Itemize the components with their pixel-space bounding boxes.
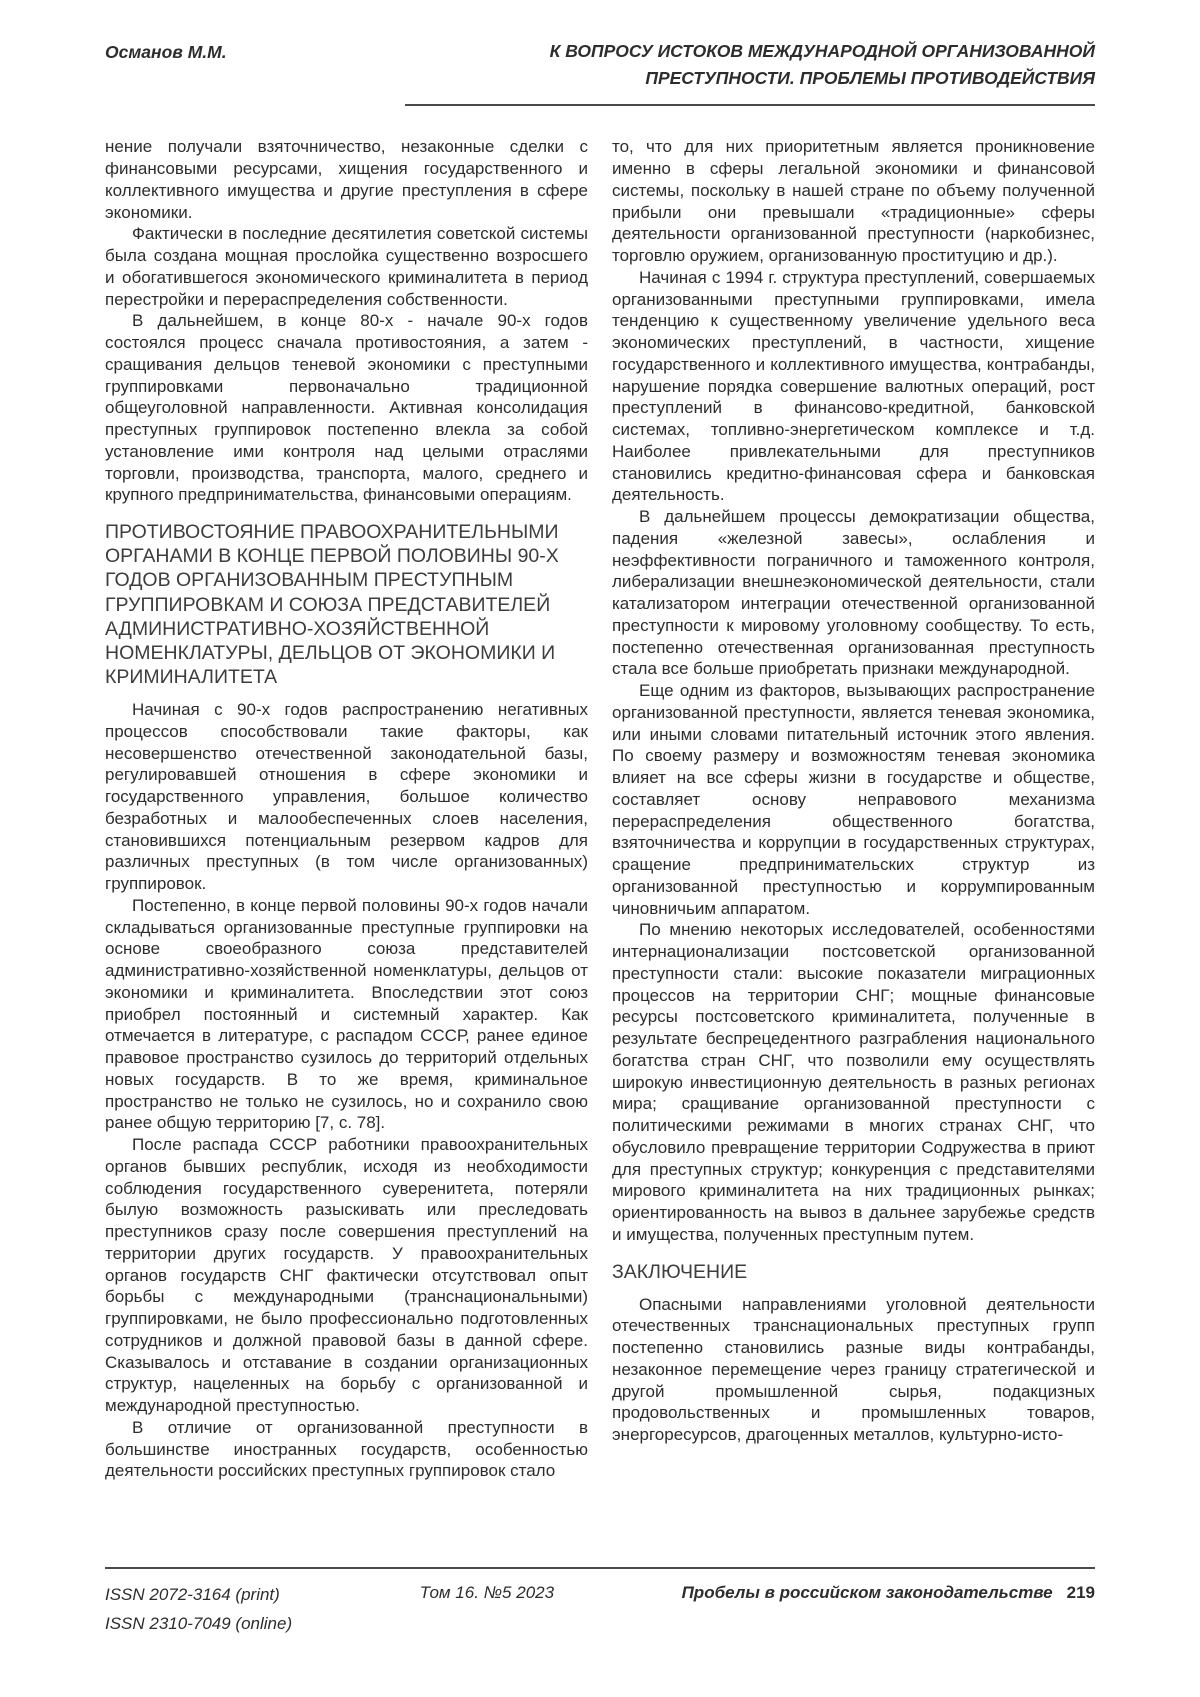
page-number: 219 xyxy=(1066,1583,1095,1603)
paragraph: После распада СССР работники правоохранительных органов бывших республик, исходя из необходимости соблюдения государственного суверенитета, потеряли былую возможность разыскивать или преследовать преступников сразу после совершения преступлений на территории других государств. У правоохранительных органов государств СНГ фактически отсутствовал опыт борьбы с международными (транснациональными) группировками, не было профессионально подготовленных сотрудников и должной правовой базы в данной сфере. Сказывалось и отставание в создании организационных структур, нацеленных на борьбу с организованной и международной преступностью. xyxy=(105,1135,588,1416)
paragraph: Фактически в последние десятилетия советской системы была создана мощная прослойка существенно возросшего и обогатившегося экономического криминалитета в период перестройки и перераспределения собственности. xyxy=(105,224,588,309)
page-footer xyxy=(105,1567,1095,1639)
paragraph: нение получали взяточничество, незаконные сделки с финансовыми ресурсами, хищения государственного и коллективного имущества и другие преступления в сфере экономики. xyxy=(105,137,588,222)
journal-name: Пробелы в российском законодательстве xyxy=(681,1583,1053,1603)
paragraph: то, что для них приоритетным является проникновение именно в сферы легальной экономики и финансовой системы, поскольку в нашей стране по объему полученной прибыли они превышали «традиционные» сферы деятельности организованной преступности (наркобизнес, торговлю оружием, организованную проституцию и др.). xyxy=(612,137,1095,265)
paragraph: В отличие от организованной преступности в большинстве иностранных государств, особенностью деятельности российских преступных группировок стало xyxy=(105,1417,588,1481)
paragraph: Еще одним из факторов, вызывающих распространение организованной преступности, является теневая экономика, или иными словами питательный источник этого явления. По своему размеру и возможностям теневая экономика влияет на все сферы жизни в государстве и обществе, составляет основу неправового механизма перераспределения общественного богатства, взяточничества и коррупции в государственных структурах, сращение предпринимательских структур из организованной преступностью и коррумпированным чиновничьим аппаратом. xyxy=(612,681,1095,918)
issn-print: ISSN 2072-3164 (print) xyxy=(105,1585,280,1605)
article-title xyxy=(550,38,1095,92)
author-name: Османов М.М. xyxy=(105,42,227,62)
right-column xyxy=(612,136,1095,1482)
paragraph: Начиная с 1994 г. структура преступлений, совершаемых организованными преступными группировками, имела тенденцию к существенному увеличение удельного веса экономических преступлений, в частности, хищение государственного и коллективного имущества, контрабанды, нарушение порядка совершение валютных операций, рост преступлений в финансово-кредитной, банковской системах, топливно-энергетическом комплексе и т.д. Наиболее привлекательными для преступников становились кредитно-финансовая сфера и банковская деятельность. xyxy=(612,267,1095,505)
article-title-line-1: К ВОПРОСУ ИСТОКОВ МЕЖДУНАРОДНОЙ ОРГАНИЗОВАННОЙ xyxy=(549,41,1095,61)
paragraph: В дальнейшем процессы демократизации общества, падения «железной завесы», ослабления и неэффективности пограничного и таможенного контроля, либерализации внешнеэкономической деятельности, стали катализатором интеграции отечественной организованной преступности к мировому уголовному сообществу. То есть, постепенно отечественная организованная преступность стала все больше приобретать признаки международной. xyxy=(612,507,1095,679)
volume-issue: Том 16. №5 2023 xyxy=(419,1583,555,1603)
issn-online: ISSN 2310-7049 (online) xyxy=(105,1614,293,1634)
paragraph: Постепенно, в конце первой половины 90-х годов начали складываться организованные преступные группировки на основе своеобразного союза представителей административно-хозяйственной номенклатуры, дельцов от экономики и криминалитета. Впоследствии этот союз приобрел постоянный и системный характер. Как отмечается в литературе, с распадом СССР, ранее единое правовое пространство сузилось до территорий отдельных новых государств. В то же время, криминальное пространство не только не сузилось, но и сохранило свою ранее общую территорию [7, с. 78]. xyxy=(105,895,588,1133)
section-heading-conclusion: ЗАКЛЮЧЕНИЕ xyxy=(612,1260,748,1283)
footer-divider xyxy=(105,1567,1095,1569)
page-header xyxy=(105,38,1095,92)
paragraph: В дальнейшем, в конце 80-х - начале 90-х годов состоялся процесс сначала противостояния, а затем - сращивания дельцов теневой экономики с преступными группировками первоначально традиционной общеуголовной направленности. Активная консолидация преступных группировок постепенно влекла за собой установление ими контроля над целыми отраслями торговли, производства, транспорта, малого, среднего и крупного предпринимательства, финансовыми операциям. xyxy=(105,311,588,505)
paragraph: Начиная с 90-х годов распространению негативных процессов способствовали такие факторы, как несовершенство отечественной законодательной базы, регулировавшей отношения в сфере экономики и государственного управления, большое количество безработных и малообеспеченных слоев населения, становившихся потенциальным резервом кадров для различных преступных (в том числе организованных) группировок. xyxy=(105,700,588,894)
section-heading-confrontation: ПРОТИВОСТОЯНИЕ ПРАВООХРАНИТЕЛЬНЫМИ ОРГАНАМИ В КОНЦЕ ПЕРВОЙ ПОЛОВИНЫ 90-Х ГОДОВ ОРГАНИЗОВАННЫМ ПРЕСТУПНЫМ ГРУППИРОВКАМ И СОЮЗА ПРЕДСТАВИТЕЛЕЙ АДМИНИСТРАТИВНО-ХОЗЯЙСТВЕННОЙ НОМЕНКЛАТУРЫ, ДЕЛЬЦОВ ОТ ЭКОНОМИКИ И КРИМИНАЛИТЕТА xyxy=(105,521,559,689)
left-column xyxy=(105,136,588,1482)
paragraph: По мнению некоторых исследователей, особенностями интернационализации постсоветской организованной преступности стали: высокие показатели миграционных процессов на территории СНГ; мощные финансовые ресурсы постсоветского криминалитета, полученные в результате беспрецедентного разграбления национального богатства стран СНГ, что позволили ему осуществлять широкую инвестиционную деятельность в разных регионах мира; сращивание организованной преступности с политическими режимами в многих странах СНГ, что обусловило превращение территории Содружества в приют для преступных структур; конкуренция с представителями мирового криминалитета на них традиционных рынках; ориентированность на вывоз в дальнее зарубежье средств и имущества, полученных преступным путем. xyxy=(612,920,1095,1244)
issn-block xyxy=(105,1581,292,1639)
article-body xyxy=(105,136,1095,1482)
article-title-line-2: ПРЕСТУПНОСТИ. ПРОБЛЕМЫ ПРОТИВОДЕЙСТВИЯ xyxy=(645,68,1095,89)
journal-name-block xyxy=(682,1581,1095,1603)
footer-row xyxy=(105,1581,1095,1639)
paragraph: Опасными направлениями уголовной деятельности отечественных транснациональных преступных групп постепенно становились разные виды контрабанды, незаконное перемещение через границу стратегической и другой промышленной сырья, подакцизных продовольственных и промышленных товаров, энергоресурсов, драгоценных металлов, культурно-исто- xyxy=(612,1294,1095,1445)
header-divider xyxy=(405,104,1095,106)
